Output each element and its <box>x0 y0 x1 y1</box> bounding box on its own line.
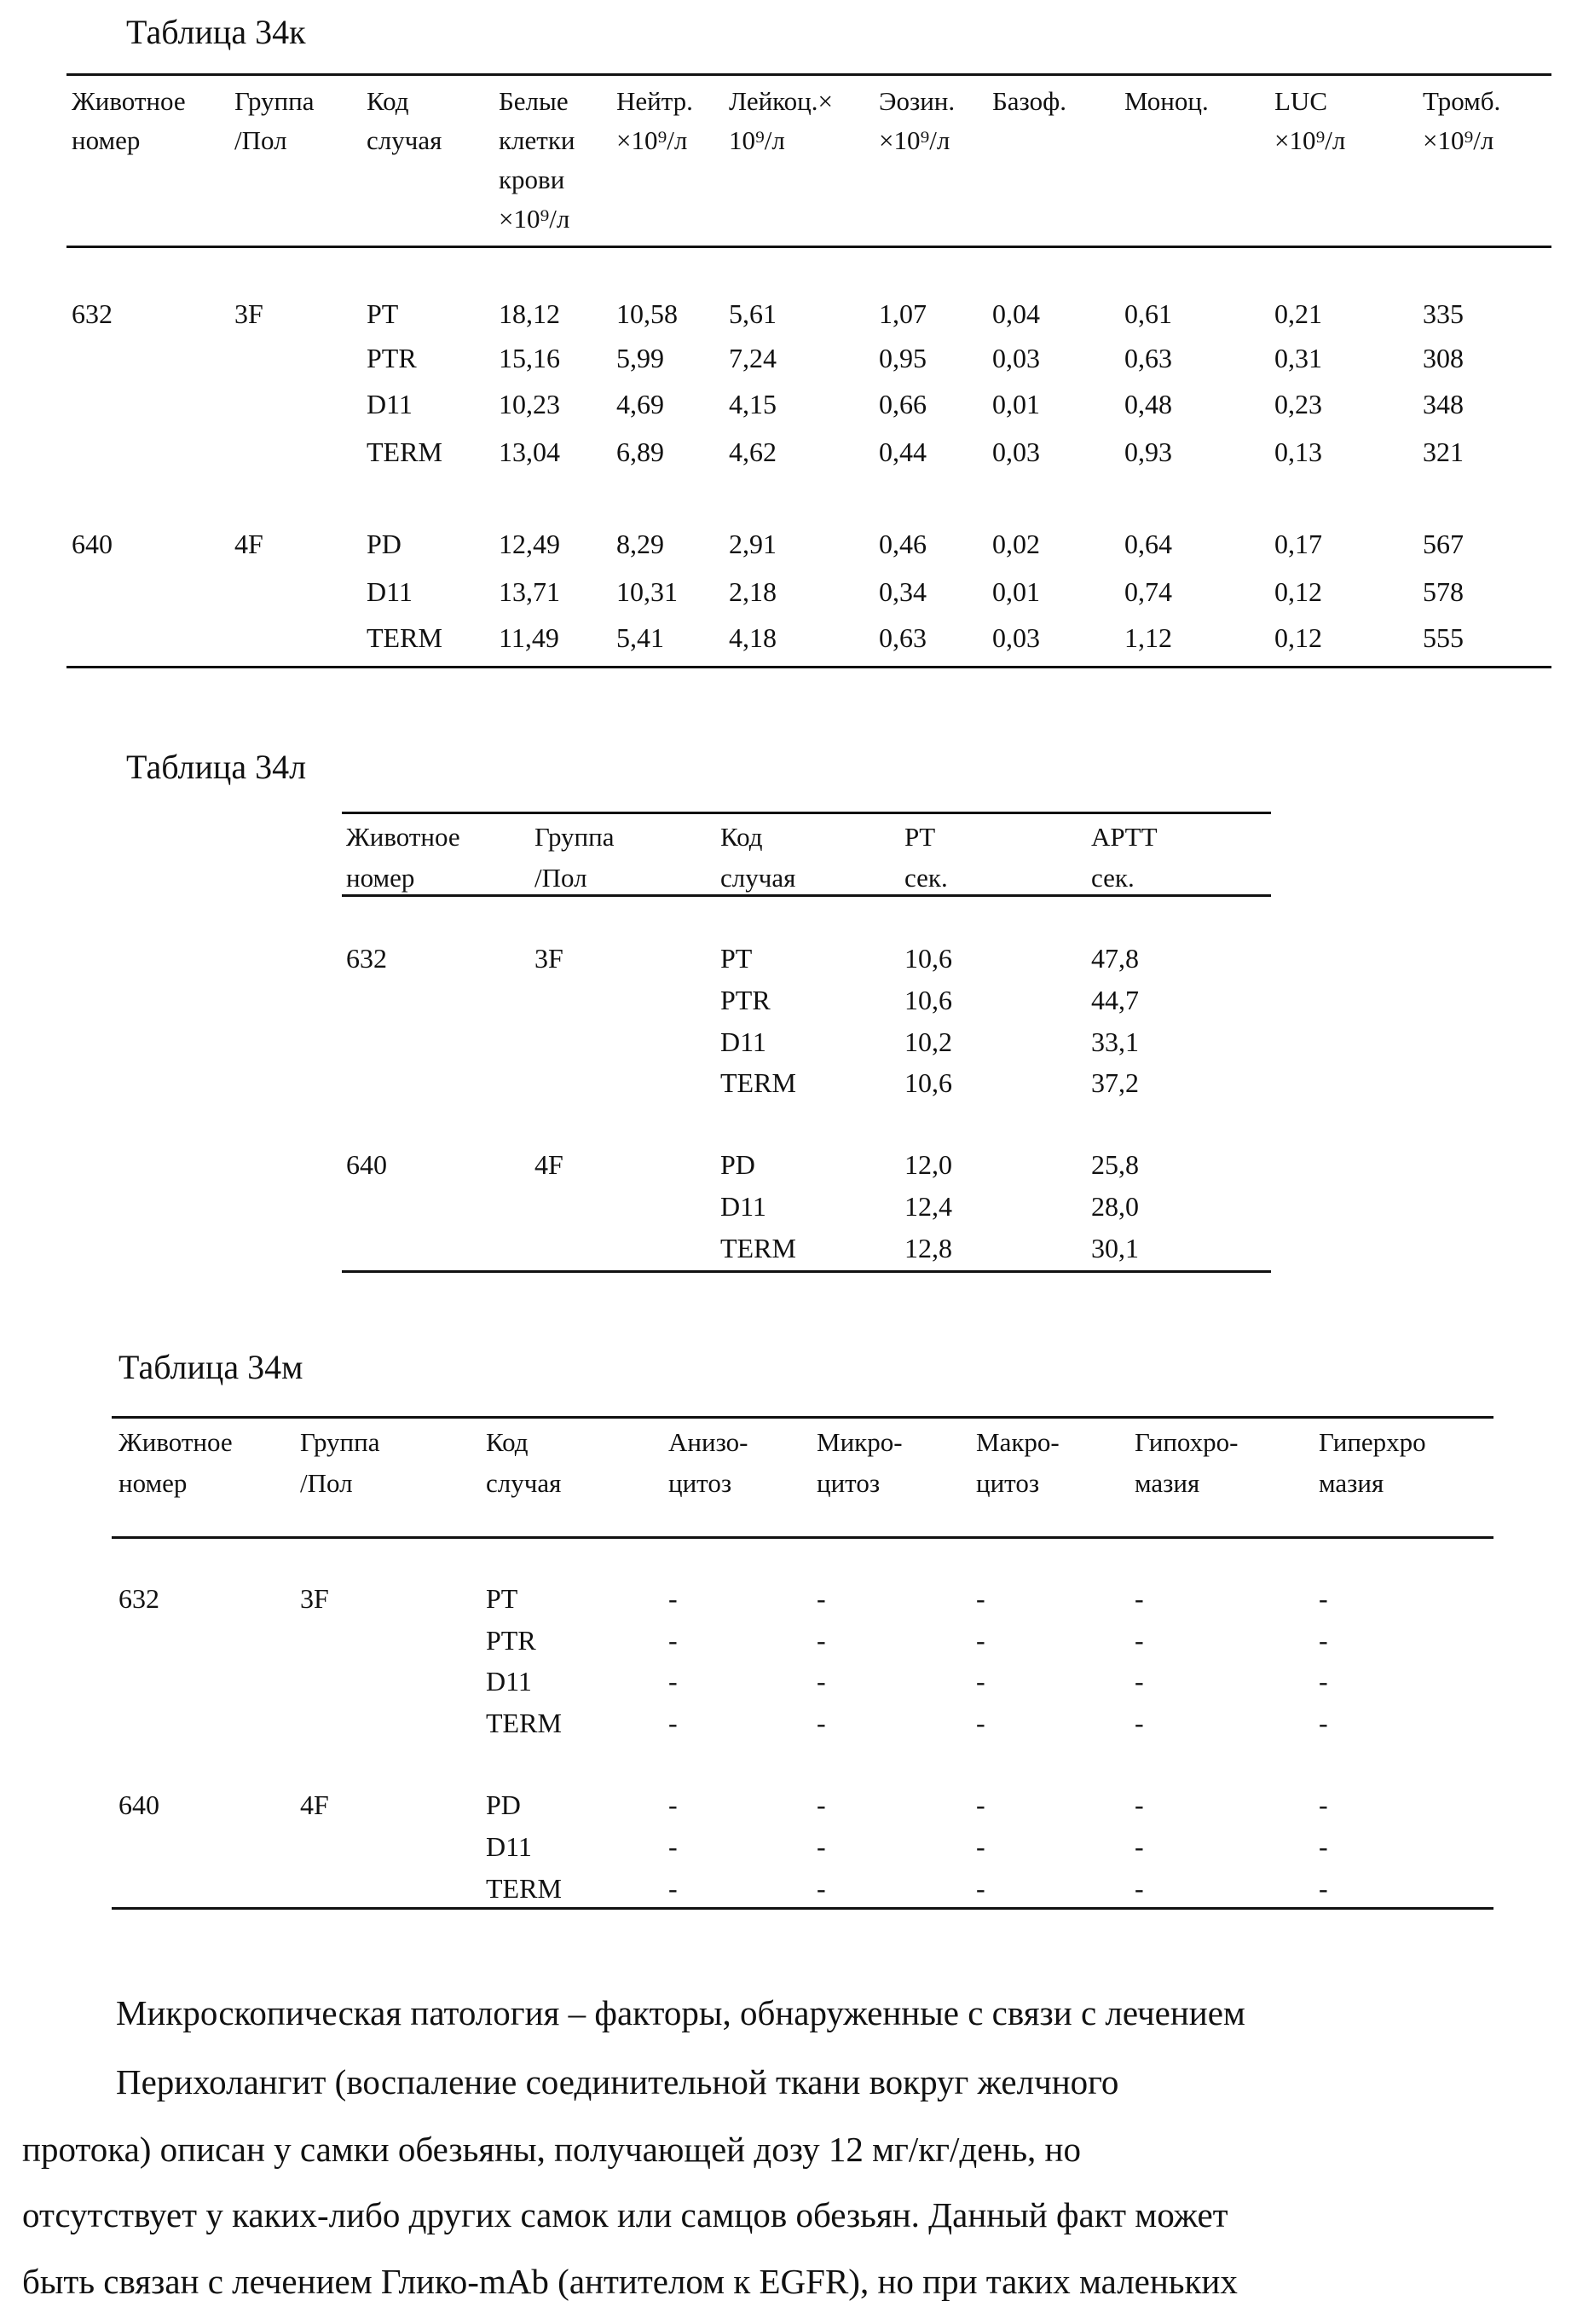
table-cell: PT <box>367 298 399 329</box>
table-cell: 4F <box>534 1149 563 1180</box>
table-k-header-cell: Эозин. <box>879 86 956 116</box>
table-m-header-cell: Макро- <box>976 1427 1060 1457</box>
table-k-top-rule <box>66 73 1551 76</box>
table-cell: D11 <box>486 1831 532 1862</box>
table-l-header-cell: Животное <box>346 822 460 852</box>
table-cell: - <box>976 1873 985 1904</box>
table-l-header-cell: Код <box>720 822 763 852</box>
table-cell: PTR <box>367 343 417 373</box>
table-cell: - <box>976 1666 985 1697</box>
table-cell: 0,03 <box>992 622 1040 653</box>
table-m-header-cell: мазия <box>1319 1468 1384 1498</box>
table-cell: 5,61 <box>729 298 777 329</box>
table-cell: 4,69 <box>616 389 664 419</box>
table-cell: 10,6 <box>904 1067 952 1098</box>
table-cell: - <box>1135 1625 1144 1656</box>
table-k-header-cell: /Пол <box>234 125 287 155</box>
table-k-header-cell: ×10⁹/л <box>1274 125 1346 155</box>
table-l-header-cell: Группа <box>534 822 615 852</box>
table-cell: 2,91 <box>729 529 777 559</box>
table-cell: PTR <box>720 985 771 1015</box>
table-cell: 0,02 <box>992 529 1040 559</box>
table-cell: 12,4 <box>904 1191 952 1222</box>
table-cell: TERM <box>367 436 442 467</box>
animal-number-cell: 632 <box>72 298 113 329</box>
table-k-header-cell: Моноц. <box>1124 86 1209 116</box>
table-cell: PT <box>486 1583 518 1614</box>
table-cell: PD <box>367 529 402 559</box>
table-m-caption: Таблица 34м <box>118 1348 303 1386</box>
table-cell: 0,13 <box>1274 436 1322 467</box>
table-k-header-cell: Группа <box>234 86 315 116</box>
table-cell: 0,95 <box>879 343 927 373</box>
table-k-header-cell: Базоф. <box>992 86 1066 116</box>
table-cell: 0,34 <box>879 576 927 607</box>
table-cell: PTR <box>486 1625 536 1656</box>
table-cell: 0,66 <box>879 389 927 419</box>
table-cell: TERM <box>367 622 442 653</box>
table-cell: PD <box>486 1789 521 1820</box>
table-l-header-cell: случая <box>720 863 796 893</box>
table-cell: 1,07 <box>879 298 927 329</box>
paragraph-line-2: протока) описан у самки обезьяны, получающей дозу 12 мг/кг/день, но <box>22 2130 1081 2169</box>
table-cell: - <box>817 1666 826 1697</box>
table-cell: TERM <box>486 1873 562 1904</box>
table-cell: - <box>668 1831 678 1862</box>
table-cell: 0,01 <box>992 576 1040 607</box>
table-cell: 3F <box>234 298 263 329</box>
animal-number-cell: 632 <box>118 1583 159 1614</box>
table-m-header-cell: Микро- <box>817 1427 903 1457</box>
table-cell: 0,46 <box>879 529 927 559</box>
table-m-header-cell: цитоз <box>976 1468 1040 1498</box>
table-cell: 5,41 <box>616 622 664 653</box>
table-cell: 12,0 <box>904 1149 952 1180</box>
table-cell: 0,23 <box>1274 389 1322 419</box>
table-cell: 10,58 <box>616 298 678 329</box>
table-m-bottom-rule <box>112 1907 1493 1910</box>
table-cell: 4,18 <box>729 622 777 653</box>
animal-number-cell: 640 <box>346 1149 387 1180</box>
table-cell: 25,8 <box>1091 1149 1139 1180</box>
table-cell: - <box>976 1831 985 1862</box>
table-l-header-cell: PT <box>904 822 936 852</box>
table-cell: - <box>817 1831 826 1862</box>
table-cell: - <box>817 1625 826 1656</box>
table-cell: 11,49 <box>499 622 559 653</box>
table-cell: - <box>1319 1831 1328 1862</box>
table-cell: 37,2 <box>1091 1067 1139 1098</box>
table-cell: 47,8 <box>1091 943 1139 974</box>
table-cell: 0,48 <box>1124 389 1172 419</box>
paragraph-line-1: Перихолангит (воспаление соединительной ткани вокруг желчного <box>116 2062 1119 2101</box>
table-cell: - <box>976 1625 985 1656</box>
table-cell: - <box>668 1583 678 1614</box>
table-cell: 335 <box>1423 298 1464 329</box>
table-cell: 0,74 <box>1124 576 1172 607</box>
table-m-header-cell: Гиперхро <box>1319 1427 1426 1457</box>
table-m-header-cell: Животное <box>118 1427 233 1457</box>
table-cell: 3F <box>534 943 563 974</box>
table-m-header-cell: цитоз <box>668 1468 732 1498</box>
table-l-header-rule <box>342 894 1271 897</box>
table-k-header-cell: клетки <box>499 125 575 155</box>
table-cell: PD <box>720 1149 755 1180</box>
table-cell: 0,31 <box>1274 343 1322 373</box>
table-cell: - <box>1319 1789 1328 1820</box>
table-cell: - <box>1135 1583 1144 1614</box>
table-cell: - <box>817 1789 826 1820</box>
table-cell: - <box>1135 1873 1144 1904</box>
table-k-header-cell: 10⁹/л <box>729 125 785 155</box>
table-cell: 44,7 <box>1091 985 1139 1015</box>
table-l-header-cell: сек. <box>1091 863 1135 893</box>
animal-number-cell: 632 <box>346 943 387 974</box>
table-cell: 0,12 <box>1274 622 1322 653</box>
table-cell: 18,12 <box>499 298 560 329</box>
table-cell: PT <box>720 943 753 974</box>
table-l-header-cell: /Пол <box>534 863 587 893</box>
table-l-bottom-rule <box>342 1270 1271 1273</box>
table-cell: 4,62 <box>729 436 777 467</box>
table-cell: - <box>1319 1666 1328 1697</box>
animal-number-cell: 640 <box>72 529 113 559</box>
table-cell: D11 <box>720 1191 766 1222</box>
table-cell: 567 <box>1423 529 1464 559</box>
table-k-header-cell: ×10⁹/л <box>1423 125 1494 155</box>
table-m-header-cell: /Пол <box>300 1468 353 1498</box>
table-cell: - <box>668 1625 678 1656</box>
table-cell: D11 <box>486 1666 532 1697</box>
table-k-header-cell: Белые <box>499 86 569 116</box>
table-cell: - <box>817 1583 826 1614</box>
table-cell: 4F <box>300 1789 329 1820</box>
table-cell: 33,1 <box>1091 1026 1139 1057</box>
table-cell: 308 <box>1423 343 1464 373</box>
table-k-header-cell: Код <box>367 86 409 116</box>
table-m-header-cell: случая <box>486 1468 562 1498</box>
table-cell: - <box>1135 1789 1144 1820</box>
table-cell: D11 <box>720 1026 766 1057</box>
table-m-header-cell: Код <box>486 1427 529 1457</box>
table-k-header-cell: крови <box>499 165 565 194</box>
table-cell: 13,71 <box>499 576 560 607</box>
table-cell: D11 <box>367 389 413 419</box>
table-cell: 3F <box>300 1583 329 1614</box>
table-cell: 30,1 <box>1091 1233 1139 1263</box>
table-l-top-rule <box>342 812 1271 814</box>
table-cell: TERM <box>486 1708 562 1738</box>
table-cell: TERM <box>720 1233 796 1263</box>
animal-number-cell: 640 <box>118 1789 159 1820</box>
table-cell: - <box>668 1666 678 1697</box>
table-cell: 0,04 <box>992 298 1040 329</box>
table-cell: - <box>976 1789 985 1820</box>
table-k-header-cell: Нейтр. <box>616 86 693 116</box>
table-cell: - <box>1319 1873 1328 1904</box>
table-cell: - <box>976 1708 985 1738</box>
table-cell: - <box>668 1873 678 1904</box>
table-cell: 1,12 <box>1124 622 1172 653</box>
table-cell: 2,18 <box>729 576 777 607</box>
table-k-bottom-rule <box>66 666 1551 668</box>
table-cell: 0,01 <box>992 389 1040 419</box>
table-cell: 578 <box>1423 576 1464 607</box>
table-cell: 7,24 <box>729 343 777 373</box>
table-m-header-cell: Группа <box>300 1427 380 1457</box>
table-cell: - <box>1135 1666 1144 1697</box>
table-m-header-cell: мазия <box>1135 1468 1200 1498</box>
table-cell: 10,23 <box>499 389 560 419</box>
table-cell: 10,2 <box>904 1026 952 1057</box>
table-cell: 321 <box>1423 436 1464 467</box>
table-l-header-cell: APTT <box>1091 822 1158 852</box>
table-cell: 4F <box>234 529 263 559</box>
table-cell: - <box>1135 1831 1144 1862</box>
table-cell: 13,04 <box>499 436 560 467</box>
table-cell: 10,6 <box>904 943 952 974</box>
table-cell: - <box>1135 1708 1144 1738</box>
table-cell: 0,17 <box>1274 529 1322 559</box>
paragraph-line-3: отсутствует у каких-либо других самок или самцов обезьян. Данный факт может <box>22 2195 1228 2234</box>
section-heading: Микроскопическая патология – факторы, обнаруженные с связи с лечением <box>116 1993 1245 2032</box>
table-l-header-cell: сек. <box>904 863 948 893</box>
table-cell: - <box>668 1789 678 1820</box>
table-k-header-rule <box>66 246 1551 248</box>
table-cell: - <box>668 1708 678 1738</box>
table-cell: 4,15 <box>729 389 777 419</box>
table-m-header-cell: цитоз <box>817 1468 881 1498</box>
table-cell: 15,16 <box>499 343 560 373</box>
table-m-header-cell: Анизо- <box>668 1427 748 1457</box>
table-cell: D11 <box>367 576 413 607</box>
paragraph-line-4: быть связан с лечением Глико-mAb (антителом к EGFR), но при таких маленьких <box>22 2262 1238 2301</box>
table-k-header-cell: Тромб. <box>1423 86 1501 116</box>
table-cell: 0,03 <box>992 436 1040 467</box>
table-cell: 0,93 <box>1124 436 1172 467</box>
table-cell: 0,61 <box>1124 298 1172 329</box>
table-k-caption: Таблица 34к <box>126 13 306 51</box>
table-k-header-cell: Лейкоц.× <box>729 86 833 116</box>
table-cell: - <box>1319 1625 1328 1656</box>
table-cell: 5,99 <box>616 343 664 373</box>
table-cell: 10,31 <box>616 576 678 607</box>
table-cell: TERM <box>720 1067 796 1098</box>
table-cell: 0,64 <box>1124 529 1172 559</box>
table-cell: 0,63 <box>1124 343 1172 373</box>
table-k-header-cell: ×10⁹/л <box>499 204 570 234</box>
table-cell: 0,03 <box>992 343 1040 373</box>
table-cell: - <box>817 1708 826 1738</box>
table-cell: - <box>1319 1583 1328 1614</box>
table-cell: 10,6 <box>904 985 952 1015</box>
table-k-header-cell: ×10⁹/л <box>616 125 688 155</box>
table-cell: 0,21 <box>1274 298 1322 329</box>
table-m-header-rule <box>112 1536 1493 1539</box>
table-k-header-cell: LUC <box>1274 86 1327 116</box>
table-cell: 12,8 <box>904 1233 952 1263</box>
table-l-caption: Таблица 34л <box>126 748 307 786</box>
table-cell: 12,49 <box>499 529 560 559</box>
table-cell: - <box>976 1583 985 1614</box>
table-cell: - <box>1319 1708 1328 1738</box>
table-cell: 0,12 <box>1274 576 1322 607</box>
table-k-header-cell: ×10⁹/л <box>879 125 950 155</box>
table-cell: 348 <box>1423 389 1464 419</box>
table-m-header-cell: Гипохро- <box>1135 1427 1239 1457</box>
table-cell: 28,0 <box>1091 1191 1139 1222</box>
table-k-header-cell: случая <box>367 125 442 155</box>
table-cell: 6,89 <box>616 436 664 467</box>
table-cell: 0,44 <box>879 436 927 467</box>
table-cell: - <box>817 1873 826 1904</box>
table-k-header-cell: номер <box>72 125 141 155</box>
table-k-header-cell: Животное <box>72 86 186 116</box>
table-l-header-cell: номер <box>346 863 415 893</box>
table-m-top-rule <box>112 1416 1493 1419</box>
table-cell: 8,29 <box>616 529 664 559</box>
table-m-header-cell: номер <box>118 1468 188 1498</box>
table-cell: 0,63 <box>879 622 927 653</box>
table-cell: 555 <box>1423 622 1464 653</box>
